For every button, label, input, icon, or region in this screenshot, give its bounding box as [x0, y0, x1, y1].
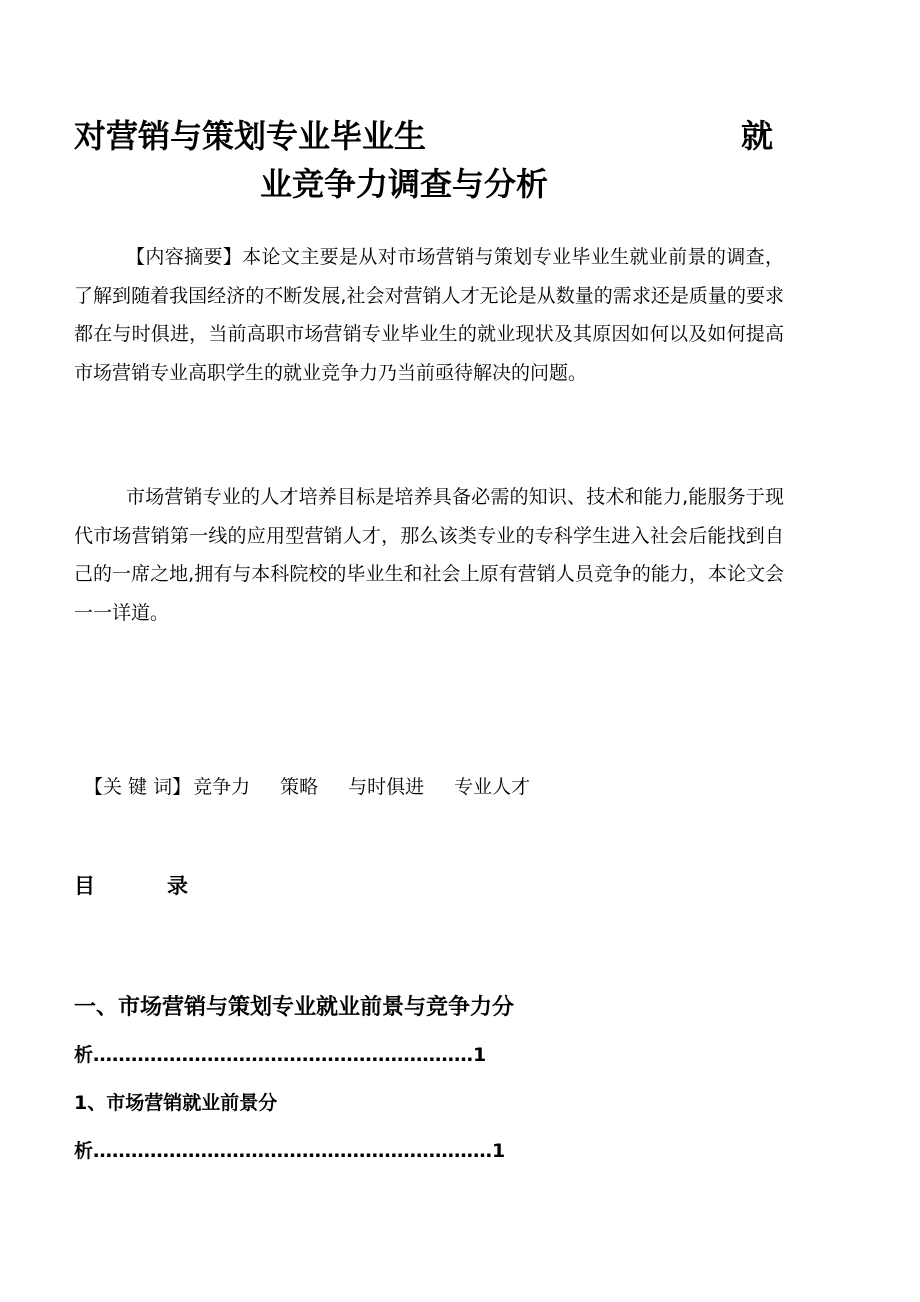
abstract-paragraph-2: 市场营销专业的人才培养目标是培养具备必需的知识、技术和能力,能服务于现代市场营销第一线的应用型营销人才，那么该类专业的专科学生进入社会后能找到自己的一席之地,拥有与本科院校的毕业生和社会上原有营销人员竞争的能力，本论文会一一详道。 — [74, 486, 784, 624]
document-title-line2: 业竞争力调查与分析 — [260, 165, 549, 203]
toc-heading — [74, 870, 188, 900]
document-title-line1: 对营销与策划专业毕业生 — [74, 117, 427, 155]
toc-heading-char: 录 — [167, 874, 188, 898]
toc-heading-char: 目 — [74, 874, 95, 898]
toc-entry-1-1-continuation: 析………………………………………………………1 — [74, 1140, 506, 1162]
keywords-line — [84, 772, 560, 799]
toc-entry-1: 一、市场营销与策划专业就业前景与竞争力分 — [74, 995, 515, 1020]
keyword-item: 策略 — [280, 776, 319, 798]
keywords-label: 【关 键 词】 — [84, 776, 192, 798]
toc-entry-1-continuation: 析……………………………………………………1 — [74, 1044, 487, 1066]
keyword-item: 与时俱进 — [348, 776, 425, 798]
document-title-line1-end: 就 — [741, 117, 774, 155]
keyword-item: 竞争力 — [193, 776, 251, 798]
abstract-paragraph-1: 【内容摘要】本论文主要是从对市场营销与策划专业毕业生就业前景的调查，了解到随着我国经济的不断发展,社会对营销人才无论是从数量的需求还是质量的要求都在与时俱进，当前高职市场营销专业毕业生的就业现状及其原因如何以及如何提高市场营销专业高职学生的就业竞争力乃当前亟待解决的问题。 — [74, 246, 784, 384]
toc-entry-1-1: 1、市场营销就业前景分 — [74, 1092, 278, 1114]
keyword-item: 专业人才 — [454, 776, 531, 798]
